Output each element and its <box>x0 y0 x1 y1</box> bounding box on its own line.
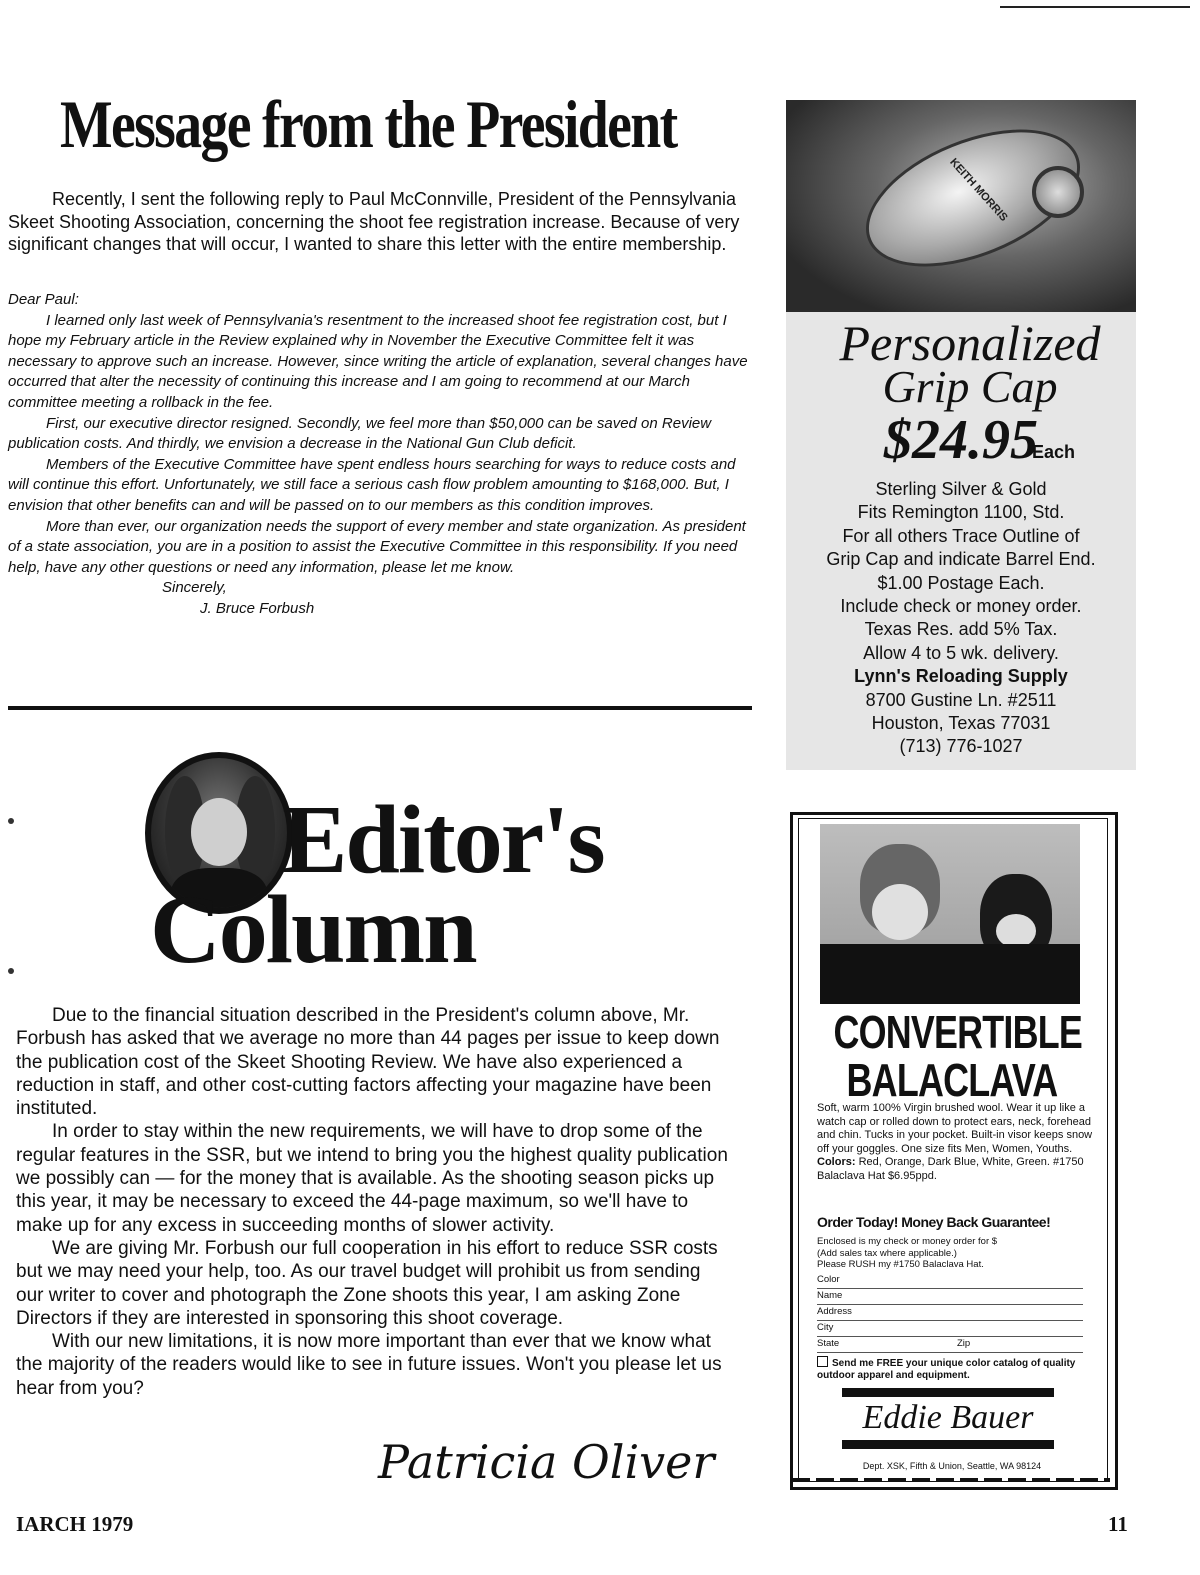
grip-ad-line: Grip Cap and indicate Barrel End. <box>826 549 1096 570</box>
editor-heading-line2: Column <box>150 876 476 984</box>
portrait-face <box>191 798 247 866</box>
letter-paragraph: I learned only last week of Pennsylvania's resentment to the increased shoot fee registration cost, but I hope my February article in the Review explained why in November the Executive Committee felt it was necessary to approve such an increase. However, since writing the article of explanation, several changes have occurred that alter the necessity of continuing this increase and I am going to recommend at our March committee meeting a rollback in the fee. <box>8 311 748 411</box>
president-letter <box>8 290 753 620</box>
president-intro <box>8 188 748 256</box>
grip-ad-line: Include check or money order. <box>840 596 1082 617</box>
form-field-address[interactable] <box>817 1306 1083 1321</box>
eddie-bauer-logo: Eddie Bauer <box>862 1399 1034 1436</box>
grip-ad-details <box>790 478 1132 759</box>
signature-text: Patricia Oliver <box>378 1435 715 1489</box>
grip-cap-medallion <box>1032 166 1084 218</box>
field-label: Name <box>817 1290 843 1301</box>
letter-paragraph: First, our executive director resigned. Secondly, we feel more than $50,000 can be saved on Review publication costs. And thirdly, we envision a decrease in the National Gun Club deficit. <box>8 414 712 453</box>
grip-ad-subtitle: Grip Cap <box>882 361 1058 412</box>
editor-paragraph: With our new limitations, it is now more important than ever that we know what the majority of the readers would like to see in future issues. Won't you please let us hear from you? <box>16 1331 722 1399</box>
order-form-text <box>817 1236 1095 1271</box>
field-label: Color <box>817 1274 840 1285</box>
form-field-state-zip[interactable] <box>817 1338 1083 1353</box>
grip-ad-city: Houston, Texas 77031 <box>871 713 1051 734</box>
field-label: Zip <box>957 1338 971 1349</box>
order-heading: Order Today! Money Back Guarantee! <box>817 1214 1051 1230</box>
balaclava-title-line1: CONVERTIBLE <box>833 1006 1083 1058</box>
letter-closing: Sincerely, <box>162 579 227 597</box>
editor-body <box>16 1004 732 1400</box>
field-label: City <box>817 1322 834 1333</box>
editor-paragraph: In order to stay within the new requirements, we will have to drop some of the regular features in the SSR, but we intend to bring you the highest quality publication we possibly can — for the money that is available. As the shooting season picks up this year, it may be necessary to exceed the 44-page maximum, so we'll have to make up for any excess in succeeding months of slower activity. <box>16 1121 728 1236</box>
balaclava-desc-text: Soft, warm 100% Virgin brushed wool. Wear it up like a watch cap or rolled down to protect ears, neck, forehead and chin. Tucks in your pocket. Built-in visor keeps snow off your goggles. One size fits Men, Women, Youths. <box>817 1102 1093 1155</box>
catalog-text: Send me FREE your unique color catalog of quality outdoor apparel and equipment. <box>817 1358 1076 1381</box>
form-field-city[interactable] <box>817 1322 1083 1337</box>
field-label: Address <box>817 1306 852 1317</box>
model-face <box>872 884 928 940</box>
grip-ad-title: Personalized <box>839 315 1101 371</box>
editor-paragraph: Due to the financial situation described in the President's column above, Mr. Forbush has asked that we average no more than 44 pages per issue to keep down the publication cost of the Skeet Shooting Review. We have also experienced a reduction in staff, and other cost-cutting factors affecting your magazine have been instituted. <box>16 1005 720 1120</box>
margin-mark <box>8 968 14 974</box>
field-label: State <box>817 1338 840 1349</box>
logo-bar-bottom <box>842 1440 1054 1449</box>
grip-ad-line: Texas Res. add 5% Tax. <box>864 619 1058 640</box>
editor-signature <box>368 1426 788 1496</box>
president-title: Message from the President <box>60 86 677 162</box>
model-face <box>996 914 1036 948</box>
catalog-checkbox-row[interactable] <box>817 1356 1097 1381</box>
letter-salutation: Dear Paul: <box>8 291 79 308</box>
grip-ad-address: 8700 Gustine Ln. #2511 <box>865 689 1057 710</box>
grip-ad-price: $24.95 <box>884 409 1038 471</box>
balaclava-dept-address: Dept. XSK, Fifth & Union, Seattle, WA 98124 <box>862 1461 1042 1471</box>
grip-ad-company: Lynn's Reloading Supply <box>854 666 1068 687</box>
margin-mark <box>8 818 14 824</box>
model-bodies <box>820 944 1080 1004</box>
grip-cap-engraving: KEITH MORRIS <box>947 156 1010 224</box>
letter-paragraph: Members of the Executive Committee have spent endless hours searching for ways to reduce costs and will continue this effort. Unfortunately, we still face a serious cash flow problem amounting to $168,000. But, I envision that other benefits can and will be passed on to our members as this condition improves. <box>8 455 736 514</box>
section-divider <box>8 706 752 710</box>
rush-line: Please RUSH my #1750 Balaclava Hat. <box>817 1259 984 1270</box>
page-number: 11 <box>1108 1512 1128 1536</box>
balaclava-title-line2: BALACLAVA <box>846 1054 1058 1106</box>
top-rule <box>1000 6 1190 8</box>
grip-ad-price-unit: Each <box>1032 442 1076 462</box>
grip-ad-phone: (713) 776-1027 <box>899 736 1023 757</box>
balaclava-colors: Red, Orange, Dark Blue, White, Green. <box>858 1156 1050 1168</box>
editor-paragraph: We are giving Mr. Forbush our full cooperation in his effort to reduce SSR costs but we may need your help, too. As our travel budget will prohibit us from sending our writer to cover and photograph the Zone shoots this year, I am asking Zone Directors if they are interested in sponsoring this shoot coverage. <box>16 1237 718 1329</box>
grip-ad-line: For all others Trace Outline of <box>842 525 1080 546</box>
footer-date: IARCH 1979 <box>16 1512 134 1536</box>
letter-signer: J. Bruce Forbush <box>200 599 315 617</box>
form-field-name[interactable] <box>817 1290 1083 1305</box>
intro-paragraph: Recently, I sent the following reply to Paul McConnville, President of the Pennsylvania Skeet Shooting Association, concerning the shoot fee registration increase. Because of very significant changes that will occur, I wanted to share this letter with the entire membership. <box>8 189 740 254</box>
grip-ad-line: Sterling Silver & Gold <box>875 479 1047 499</box>
tax-note: (Add sales tax where applicable.) <box>817 1247 957 1259</box>
editor-heading-line1: Editor's <box>282 786 604 894</box>
form-field-color[interactable] <box>817 1274 1083 1289</box>
grip-ad-line: Allow 4 to 5 wk. delivery. <box>863 642 1059 663</box>
grip-ad-line: $1.00 Postage Each. <box>877 572 1045 593</box>
checkbox-icon[interactable] <box>817 1356 828 1367</box>
logo-bar-top <box>842 1388 1054 1397</box>
balaclava-price: $6.95ppd. <box>887 1169 937 1182</box>
balaclava-item: #1750 Balaclava Hat <box>817 1156 1084 1182</box>
balaclava-description <box>817 1102 1095 1183</box>
letter-paragraph: More than ever, our organization needs the support of every member and state organization. As president of a state association, you are in a position to assist the Executive Committee in this responsibility. If you need help, have any other questions or need any information, please let me know. <box>8 517 746 576</box>
balaclava-title <box>833 1006 1083 1106</box>
balaclava-colors-label: Colors: <box>817 1156 856 1168</box>
coupon-dashed-border <box>792 1478 1110 1482</box>
balaclava-photo <box>820 824 1080 1004</box>
enclosed-line: Enclosed is my check or money order for $ <box>817 1236 998 1247</box>
grip-ad-line: Fits Remington 1100, Std. <box>857 502 1065 523</box>
